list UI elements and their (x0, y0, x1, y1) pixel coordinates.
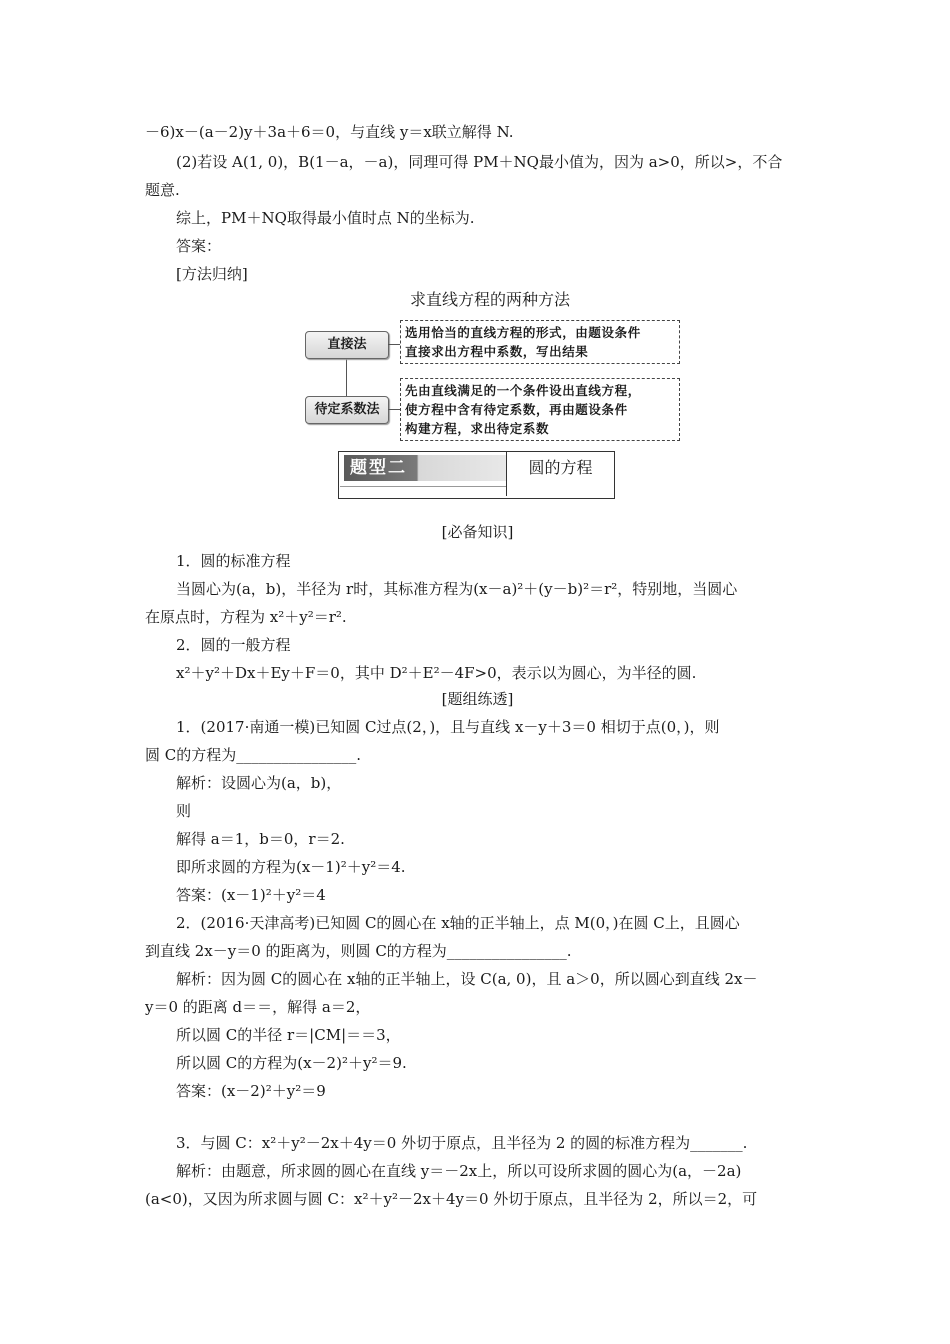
answer-line: 答案：(x－1)²＋y²＝4 (176, 886, 326, 904)
text-line: (2)若设 A(1, 0)，B(1－a，－a)，同理可得 PM＋NQ最小值为，因为 a>0，所以>，不合 (176, 153, 783, 171)
text-line: 3．与圆 C：x²＋y²－2x＋4y＝0 外切于原点，且半径为 2 的圆的标准方程为_______. (176, 1134, 748, 1152)
answer-line: 答案：(x－2)²＋y²＝9 (176, 1082, 326, 1100)
text-line: 圆 C的方程为________________. (145, 746, 362, 764)
text-line: 解析：设圆心为(a，b)， (176, 774, 342, 792)
description-line: 选用恰当的直线方程的形式，由题设条件 (405, 325, 641, 340)
text-line: [方法归纳] (176, 265, 248, 283)
section-title: 圆的方程 (528, 458, 593, 477)
text-line: 2．圆的一般方程 (176, 636, 291, 654)
description-line: 构建方程，求出待定系数 (405, 421, 550, 436)
method-direct: 直接法 (305, 331, 389, 359)
text-line: 在原点时，方程为 x²＋y²＝r². (145, 608, 347, 626)
subsection-heading: [必备知识] (441, 523, 514, 541)
text-line: 解析：因为圆 C的圆心在 x轴的正半轴上，设 C(a, 0)，且 a＞0，所以圆心到直线 2x－ (176, 970, 758, 988)
method-direct-description (400, 320, 680, 364)
subsection-heading: [题组练透] (441, 690, 514, 708)
text-line: x²＋y²＋Dx＋Ey＋F＝0，其中 D²＋E²－4F>0，表示以为圆心，为半径的圆. (176, 664, 697, 682)
text-line: 1．(2017·南通一模)已知圆 C过点(2，)，且与直线 x－y＋3＝0 相切于点(0，)，则 (176, 718, 720, 736)
text-line: 则 (176, 802, 192, 820)
text-line: 所以圆 C的半径 r＝|CM|＝＝3， (176, 1026, 401, 1044)
text-line: －6)x－(a－2)y＋3a＋6＝0，与直线 y＝x联立解得 N. (145, 123, 514, 141)
text-line: 1．圆的标准方程 (176, 552, 291, 570)
section-badge-label: 题型二 (350, 458, 407, 478)
description-line: 直接求出方程中系数，写出结果 (405, 344, 589, 359)
method-undetermined-description (400, 378, 680, 441)
description-line: 先由直线满足的一个条件设出直线方程， (405, 383, 641, 398)
diagram-title: 求直线方程的两种方法 (409, 290, 570, 309)
connector-line (346, 357, 347, 399)
text-line: 到直线 2x－y＝0 的距离为，则圆 C的方程为________________. (145, 942, 572, 960)
text-line: 答案： (176, 237, 222, 255)
connector-line (388, 409, 400, 410)
text-line: y＝0 的距离 d＝＝，解得 a＝2， (145, 998, 371, 1016)
text-line: 解析：由题意，所求圆的圆心在直线 y＝－2x上，所以可设所求圆的圆心为(a，－2a) (176, 1162, 742, 1180)
text-line: 2．(2016·天津高考)已知圆 C的圆心在 x轴的正半轴上，点 M(0，)在圆 C上，且圆心 (176, 914, 740, 932)
divider (340, 486, 506, 487)
method-undetermined: 待定系数法 (305, 396, 389, 424)
text-line: 当圆心为(a，b)，半径为 r时，其标准方程为(x－a)²＋(y－b)²＝r²，特别地，当圆心 (176, 580, 738, 598)
connector-line (388, 344, 400, 345)
text-line: 解得 a＝1，b＝0，r＝2. (176, 830, 345, 848)
text-line: 所以圆 C的方程为(x－2)²＋y²＝9. (176, 1054, 407, 1072)
text-line: 题意. (145, 181, 180, 199)
text-line: (a<0)，又因为所求圆与圆 C：x²＋y²－2x＋4y＝0 外切于原点，且半径为 2，所以＝2，可 (145, 1190, 758, 1208)
text-line: 综上，PM＋NQ取得最小值时点 N的坐标为. (176, 209, 475, 227)
text-line: 即所求圆的方程为(x－1)²＋y²＝4. (176, 858, 406, 876)
section-badge (344, 455, 506, 481)
description-line: 使方程中含有待定系数，再由题设条件 (405, 402, 628, 417)
